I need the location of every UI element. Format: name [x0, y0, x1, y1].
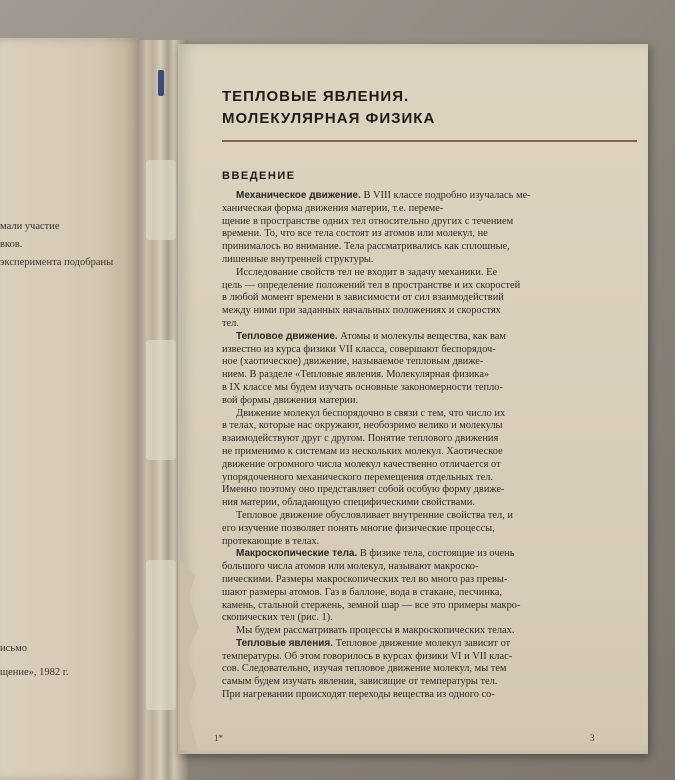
line-text: Тепловое движение молекул зависит от [333, 637, 511, 649]
paragraph-lead-in: Тепловые явления. [236, 637, 334, 649]
text-line [222, 536, 637, 549]
line-text: взаимодействуют друг с другом. Понятие теплового движения [222, 433, 499, 445]
text-line [222, 331, 637, 344]
line-text: самым будем изучать явления, зависящие от температуры тел. [222, 676, 498, 688]
text-line [222, 267, 637, 280]
binding-thread [158, 70, 164, 96]
line-text: В физике тела, состоящие из очень [357, 548, 515, 560]
line-text: Тепловое движение обусловливает внутренние свойства тел, и [236, 509, 513, 521]
left-page-fragment: эксперимента подобраны [0, 257, 114, 268]
section-heading: ВВЕДЕНИЕ [222, 170, 296, 182]
line-text: времени. То, что все тела состоят из атомов или молекул, не [222, 228, 488, 240]
text-line [222, 280, 637, 293]
line-text: пическими. Размеры макроскопических тел во много раз превы- [222, 573, 508, 585]
line-text: упорядоченного механического перемещения отдельных тел. [222, 471, 493, 483]
line-text: скопических тел (рис. 1). [222, 612, 333, 624]
line-text: принималось во внимание. Тела рассматривались как сплошные, [222, 241, 510, 253]
left-page [0, 38, 142, 780]
text-line [222, 548, 637, 561]
text-line [222, 689, 637, 702]
page-number: 3 [590, 733, 595, 743]
text-line [222, 433, 637, 446]
text-line [222, 305, 637, 318]
text-line [222, 216, 637, 229]
line-text: щение в пространстве одних тел относительно других с течением [222, 215, 514, 227]
line-text: цель — определение положений тел в пространстве и их скоростей [222, 279, 521, 291]
text-line [222, 574, 637, 587]
line-text: нием. В разделе «Тепловые явления. Молекулярная физика» [222, 369, 490, 381]
text-line [222, 408, 637, 421]
text-line [222, 651, 637, 664]
line-text: ное (хаотическое) движение, называемое тепловым движе- [222, 356, 484, 368]
line-text: Движение молекул беспорядочно в связи с тем, что число их [236, 407, 506, 419]
line-text: Именно поэтому оно представляет собой особую форму движе- [222, 484, 505, 496]
text-line [222, 663, 637, 676]
text-line [222, 587, 637, 600]
text-line [222, 510, 637, 523]
text-line [222, 638, 637, 651]
text-line [222, 446, 637, 459]
spine-tear [146, 560, 176, 710]
text-line [222, 523, 637, 536]
text-line [222, 356, 637, 369]
paragraph-lead-in: Механическое движение. [236, 190, 361, 201]
title-rule [222, 140, 637, 142]
paragraph-lead-in: Макроскопические тела. [236, 548, 358, 560]
left-page-fragment: мали участие [0, 221, 60, 232]
text-line [222, 369, 637, 382]
line-text: камень, стальной стержень, земной шар — все это примеры макро- [222, 599, 521, 611]
line-text: Исследование свойств тел не входит в задачу механики. Ее [236, 266, 498, 278]
line-text: лишенные внутренней структуры. [222, 253, 374, 265]
line-text: В VIII классе подробно изучалась ме- [360, 190, 531, 201]
line-text: ния материи, обладающую специфическими свойствами. [222, 497, 475, 509]
line-text: известно из курса физики VII класса, совершают беспорядоч- [222, 343, 496, 355]
line-text: ханическая форма движения материи, т.е. переме- [222, 202, 444, 214]
spine-tear [146, 160, 176, 240]
line-text: движение огромного числа молекул качественно отличается от [222, 458, 501, 470]
line-text: Мы будем рассматривать процессы в макроскопических телах. [236, 625, 515, 637]
text-line [222, 459, 637, 472]
text-line [222, 612, 637, 625]
text-line [222, 420, 637, 433]
line-text: вой формы движения материи. [222, 394, 359, 406]
text-line [222, 484, 637, 497]
body-text [222, 190, 637, 702]
text-line [222, 318, 637, 331]
line-text: протекающие в телах. [222, 535, 320, 547]
text-line [222, 395, 637, 408]
text-line [222, 190, 637, 203]
line-text: не применимо к системам из нескольких молекул. Хаотическое [222, 445, 503, 457]
text-line [222, 241, 637, 254]
paragraph-lead-in: Тепловое движение. [236, 330, 338, 342]
text-line [222, 561, 637, 574]
footer-signature: 1* [214, 733, 223, 743]
line-text: большого числа атомов или молекул, называют макроско- [222, 561, 479, 573]
left-page-fragment: щение», 1982 г. [0, 667, 69, 678]
left-page-fragment: исьмо [0, 643, 27, 654]
line-text: тел. [222, 317, 239, 329]
text-line [222, 203, 637, 216]
chapter-title [222, 86, 435, 130]
chapter-title-line2: МОЛЕКУЛЯРНАЯ ФИЗИКА [222, 110, 436, 127]
line-text: температуры. Об этом говорилось в курсах физики VI и VII клас- [222, 650, 513, 662]
text-line [222, 625, 637, 638]
text-line [222, 292, 637, 305]
text-line [222, 472, 637, 485]
line-text: При нагревании происходят переходы вещества из одного со- [222, 689, 495, 701]
line-text: его изучение позволяет понять многие физические процессы, [222, 522, 495, 534]
line-text: между ними при заданных начальных положениях и скоростях [222, 305, 501, 317]
left-page-fragment: вков. [0, 239, 23, 250]
text-line [222, 676, 637, 689]
spine-tear [146, 340, 176, 460]
chapter-title-line1: ТЕПЛОВЫЕ ЯВЛЕНИЯ. [222, 88, 410, 105]
line-text: в IX классе мы будем изучать основные закономерности тепло- [222, 381, 503, 393]
line-text: Атомы и молекулы вещества, как вам [337, 330, 506, 342]
line-text: шают размеры атомов. Газ в баллоне, вода в стакане, песчинка, [222, 586, 502, 598]
text-line [222, 344, 637, 357]
text-line [222, 254, 637, 267]
text-line [222, 600, 637, 613]
line-text: сов. Следовательно, изучая тепловое движение молекул, мы тем [222, 663, 507, 675]
text-line [222, 382, 637, 395]
line-text: в телах, которые нас окружают, необозримо велико и молекулы [222, 420, 503, 432]
line-text: в любой момент времени в зависимости от сил взаимодействий [222, 292, 504, 304]
text-line [222, 228, 637, 241]
text-line [222, 497, 637, 510]
